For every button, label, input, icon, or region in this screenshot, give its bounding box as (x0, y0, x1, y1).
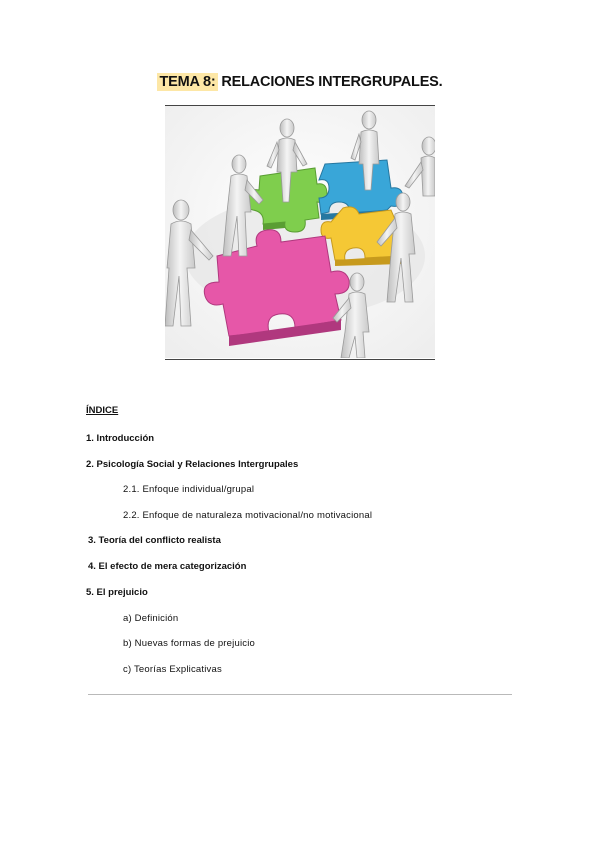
puzzle-figures-icon (165, 106, 435, 358)
index-subitem-2-2: 2.2. Enfoque de naturaleza motivacional/no motivacional (123, 510, 373, 521)
index-subitem-a: a) Definición (123, 613, 179, 624)
figure-bottom-rule (165, 359, 435, 360)
index-subitem-c: c) Teorías Explicativas (123, 664, 222, 675)
index-subitem-2-1: 2.1. Enfoque individual/grupal (123, 484, 255, 495)
index-heading: ÍNDICE (86, 405, 119, 416)
title-text: RELACIONES INTERGRUPALES. (217, 74, 443, 90)
index-subitem-b: b) Nuevas formas de prejuicio (123, 638, 255, 649)
title-highlight: TEMA 8: (159, 74, 216, 90)
section-divider (88, 694, 512, 695)
index-item-psicologia-social: 2. Psicología Social y Relaciones Intergrupales (86, 459, 299, 470)
index-item-introduccion: 1. Introducción (86, 433, 155, 444)
index-item-mera-categorizacion: 4. El efecto de mera categorización (88, 561, 247, 572)
index-item-conflicto-realista: 3. Teoría del conflicto realista (88, 535, 221, 546)
index-item-prejuicio: 5. El prejuicio (86, 587, 148, 598)
page-title (0, 74, 600, 90)
